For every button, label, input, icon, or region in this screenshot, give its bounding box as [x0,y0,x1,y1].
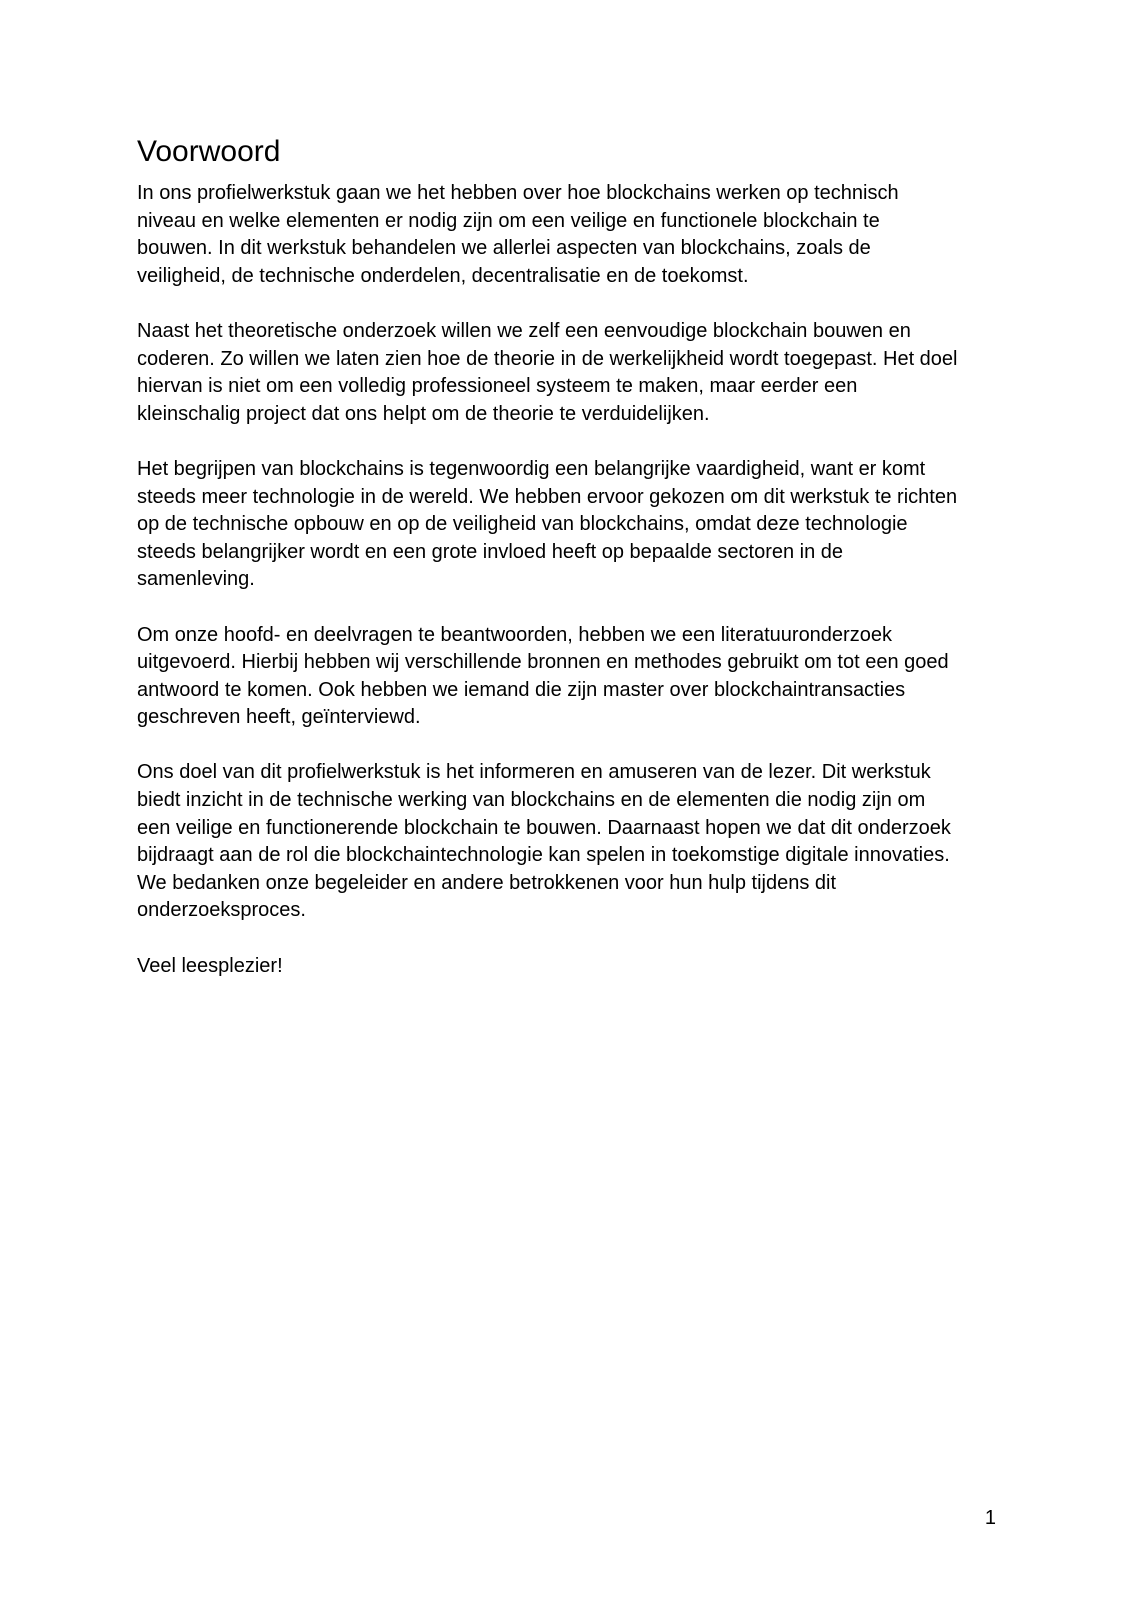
paragraph [137,953,997,981]
text-line: Veel leesplezier! [137,954,283,977]
text-line: Ons doel van dit profielwerkstuk is het informeren en amuseren van de lezer. Dit werkstuk [137,761,931,784]
document-body [137,132,997,1008]
text-line: We bedanken onze begeleider en andere betrokkenen voor hun hulp tijdens dit [137,871,837,894]
text-line: een veilige en functionerende blockchain te bouwen. Daarnaast hopen we dat dit onderzoek [137,816,951,839]
text-line: steeds meer technologie in de wereld. We hebben ervoor gekozen om dit werkstuk te richten [137,485,958,508]
text-line: uitgevoerd. Hierbij hebben wij verschillende bronnen en methodes gebruikt om tot een goed [137,651,949,674]
text-line: biedt inzicht in de technische werking van blockchains en de elementen die nodig zijn om [137,789,926,812]
text-line: Het begrijpen van blockchains is tegenwoordig een belangrijke vaardigheid, want er komt [137,457,926,480]
page-title: Voorwoord [137,135,281,168]
text-line: coderen. Zo willen we laten zien hoe de theorie in de werkelijkheid wordt toegepast. Het doel [137,347,958,370]
text-line: Om onze hoofd- en deelvragen te beantwoorden, hebben we een literatuuronderzoek [137,623,892,646]
text-line: onderzoeksproces. [137,899,306,922]
text-line: veiligheid, de technische onderdelen, decentralisatie en de toekomst. [137,264,749,287]
paragraph-list [137,180,997,980]
paragraph [137,759,997,925]
text-line: kleinschalig project dat ons helpt om de theorie te verduidelijken. [137,402,710,425]
paragraph [137,622,997,732]
text-line: hiervan is niet om een volledig professioneel systeem te maken, maar eerder een [137,375,858,398]
text-line: niveau en welke elementen er nodig zijn om een veilige en functionele blockchain te [137,209,880,232]
text-line: steeds belangrijker wordt en een grote invloed heeft op bepaalde sectoren in de [137,540,844,563]
text-line: geschreven heeft, geïnterviewd. [137,706,421,729]
page-number: 1 [984,1507,996,1529]
text-line: bijdraagt aan de rol die blockchaintechnologie kan spelen in toekomstige digitale innovaties. [137,844,950,867]
paragraph [137,456,997,594]
text-line: Naast het theoretische onderzoek willen we zelf een eenvoudige blockchain bouwen en [137,319,911,342]
paragraph [137,180,997,290]
text-line: op de technische opbouw en op de veiligheid van blockchains, omdat deze technologie [137,513,908,536]
paragraph [137,318,997,428]
text-line: samenleving. [137,568,255,591]
text-line: antwoord te komen. Ook hebben we iemand die zijn master over blockchaintransacties [137,678,906,701]
text-line: In ons profielwerkstuk gaan we het hebben over hoe blockchains werken op technisch [137,182,899,204]
text-line: bouwen. In dit werkstuk behandelen we allerlei aspecten van blockchains, zoals de [137,237,871,260]
